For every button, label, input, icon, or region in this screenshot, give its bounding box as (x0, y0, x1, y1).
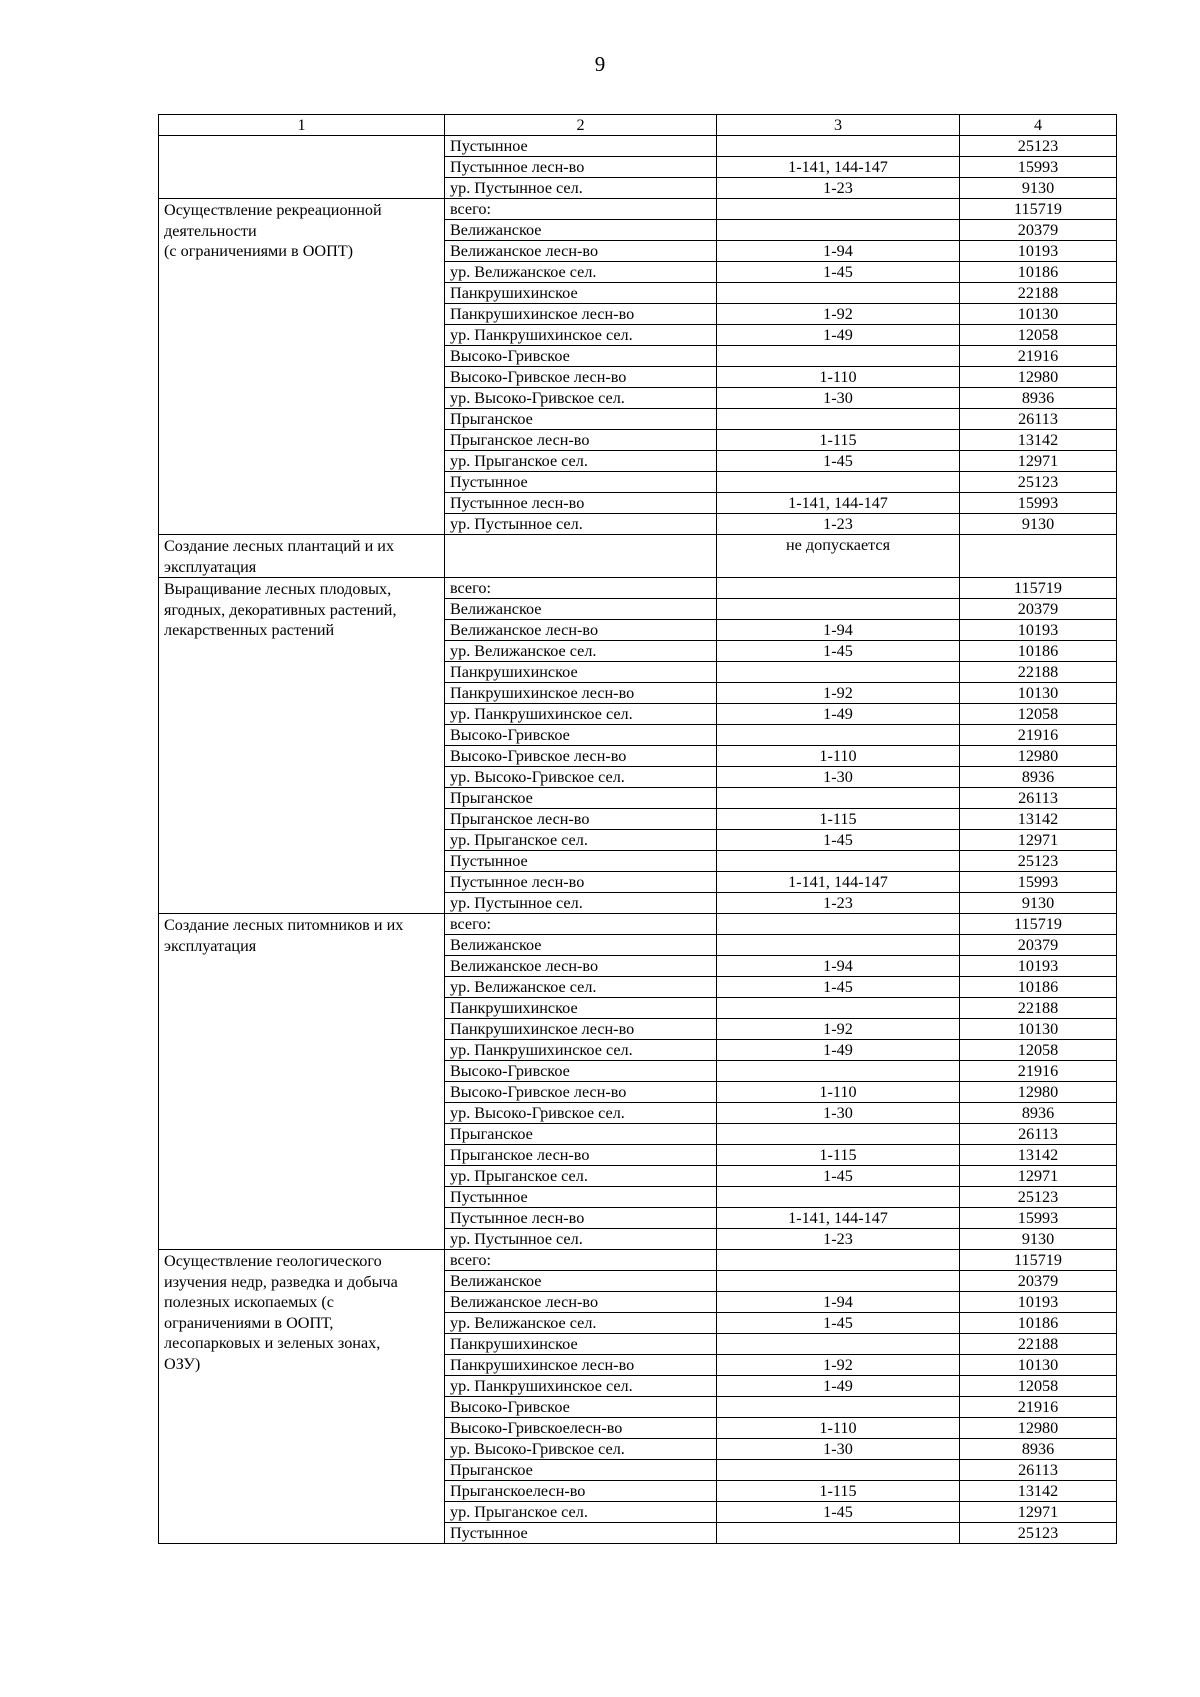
quarter-numbers-cell (717, 283, 960, 304)
quarter-numbers-cell (717, 1334, 960, 1355)
column-number: 2 (445, 115, 717, 136)
activity-type-cell (159, 1250, 445, 1544)
area-cell: 8936 (960, 1103, 1117, 1124)
area-cell: 13142 (960, 1481, 1117, 1502)
forestry-name-cell: Пустынное (445, 136, 717, 157)
quarter-numbers-cell (717, 599, 960, 620)
activity-type-cell (159, 136, 445, 199)
forestry-name-cell: Велижанское лесн-во (445, 1292, 717, 1313)
quarter-numbers-cell: 1-45 (717, 1166, 960, 1187)
forestry-name-cell: ур. Велижанское сел. (445, 641, 717, 662)
quarter-numbers-cell: 1-23 (717, 178, 960, 199)
area-cell: 9130 (960, 1229, 1117, 1250)
quarter-numbers-cell (717, 1460, 960, 1481)
activity-type-cell (159, 578, 445, 914)
quarter-numbers-cell: 1-141, 144-147 (717, 1208, 960, 1229)
area-cell: 12971 (960, 1502, 1117, 1523)
quarter-numbers-cell: 1-94 (717, 956, 960, 977)
column-number: 1 (159, 115, 445, 136)
activity-text-line: Осуществление геологического (164, 1252, 382, 1270)
forestry-name-cell: ур. Пустынное сел. (445, 893, 717, 914)
area-cell: 8936 (960, 1439, 1117, 1460)
quarter-numbers-cell: 1-45 (717, 1313, 960, 1334)
area-cell: 26113 (960, 1124, 1117, 1145)
forestry-name-cell: Прыганское (445, 409, 717, 430)
forestry-name-cell: Высоко-Гривское лесн-во (445, 746, 717, 767)
quarter-numbers-cell (717, 914, 960, 935)
forestry-name-cell: ур. Велижанское сел. (445, 977, 717, 998)
area-cell: 26113 (960, 788, 1117, 809)
quarter-numbers-cell: 1-110 (717, 1418, 960, 1439)
quarter-numbers-cell: 1-49 (717, 1376, 960, 1397)
forestry-name-cell: Панкрушихинское лесн-во (445, 1355, 717, 1376)
quarter-numbers-cell: 1-30 (717, 1103, 960, 1124)
forestry-name-cell: Высоко-Гривское (445, 1397, 717, 1418)
activity-text-line: деятельности (164, 221, 257, 240)
area-cell: 15993 (960, 872, 1117, 893)
area-cell: 115719 (960, 199, 1117, 220)
quarter-numbers-cell: 1-94 (717, 1292, 960, 1313)
activity-text-line: Создание лесных питомников и их (164, 916, 404, 934)
area-cell (960, 535, 1117, 578)
quarter-numbers-cell (717, 662, 960, 683)
activity-type-cell (159, 914, 445, 1250)
area-cell: 12980 (960, 1418, 1117, 1439)
forestry-name-cell: ур. Высоко-Гривское сел. (445, 388, 717, 409)
forestry-name-cell: всего: (445, 1250, 717, 1271)
forestry-name-cell: Пустынное лесн-во (445, 493, 717, 514)
forestry-name-cell: Пустынное лесн-во (445, 1208, 717, 1229)
forestry-name-cell: Высоко-Гривское (445, 725, 717, 746)
area-cell: 26113 (960, 1460, 1117, 1481)
area-cell: 10186 (960, 1313, 1117, 1334)
quarter-numbers-cell (717, 1523, 960, 1544)
quarter-numbers-cell: 1-94 (717, 620, 960, 641)
table-row (159, 578, 1117, 599)
area-cell: 115719 (960, 914, 1117, 935)
quarter-numbers-cell: 1-30 (717, 388, 960, 409)
forestry-name-cell: ур. Велижанское сел. (445, 1313, 717, 1334)
quarter-numbers-cell: 1-45 (717, 977, 960, 998)
area-cell: 10193 (960, 1292, 1117, 1313)
area-cell: 12971 (960, 830, 1117, 851)
not-allowed-note: не допускается (717, 535, 960, 578)
forestry-name-cell: Прыганское лесн-во (445, 809, 717, 830)
quarter-numbers-cell: 1-141, 144-147 (717, 157, 960, 178)
table-body (159, 136, 1117, 1544)
area-cell: 22188 (960, 998, 1117, 1019)
quarter-numbers-cell (717, 788, 960, 809)
forestry-name-cell: всего: (445, 199, 717, 220)
forestry-name-cell: Пустынное (445, 1187, 717, 1208)
area-cell: 12058 (960, 325, 1117, 346)
activity-text-line: ОЗУ) (164, 1354, 201, 1373)
forestry-name-cell: ур. Панкрушихинское сел. (445, 704, 717, 725)
quarter-numbers-cell (717, 578, 960, 599)
area-cell: 10186 (960, 262, 1117, 283)
forestry-name-cell: Велижанское лесн-во (445, 241, 717, 262)
forestry-name-cell: Прыганское (445, 1124, 717, 1145)
area-cell: 12971 (960, 451, 1117, 472)
quarter-numbers-cell: 1-115 (717, 1481, 960, 1502)
area-cell: 13142 (960, 430, 1117, 451)
forestry-name-cell: Панкрушихинское (445, 662, 717, 683)
quarter-numbers-cell: 1-110 (717, 746, 960, 767)
activity-text-line: ограничениями в ООПТ, (164, 1313, 334, 1332)
quarter-numbers-cell (717, 1271, 960, 1292)
activity-text-line: изучения недр, разведка и добыча (164, 1272, 398, 1291)
column-number: 4 (960, 115, 1117, 136)
forestry-name-cell: ур. Пустынное сел. (445, 514, 717, 535)
forestry-name-cell: Прыганскоелесн-во (445, 1481, 717, 1502)
table-row (159, 914, 1117, 935)
area-cell: 20379 (960, 935, 1117, 956)
activity-text-line: Осуществление рекреационной (164, 201, 382, 219)
forestry-name-cell: ур. Высоко-Гривское сел. (445, 1103, 717, 1124)
area-cell: 25123 (960, 136, 1117, 157)
quarter-numbers-cell (717, 935, 960, 956)
quarter-numbers-cell: 1-49 (717, 325, 960, 346)
forestry-name-cell: Велижанское лесн-во (445, 620, 717, 641)
quarter-numbers-cell: 1-115 (717, 809, 960, 830)
area-cell: 22188 (960, 283, 1117, 304)
area-cell: 8936 (960, 767, 1117, 788)
activity-text-line: эксплуатация (164, 557, 257, 576)
forestry-name-cell: Высоко-Гривское лесн-во (445, 1082, 717, 1103)
area-cell: 9130 (960, 893, 1117, 914)
quarter-numbers-cell: 1-94 (717, 241, 960, 262)
area-cell: 13142 (960, 809, 1117, 830)
quarter-numbers-cell (717, 136, 960, 157)
quarter-numbers-cell (717, 1187, 960, 1208)
quarter-numbers-cell (717, 409, 960, 430)
forestry-name-cell: Пустынное (445, 851, 717, 872)
forestry-name-cell: Пустынное лесн-во (445, 872, 717, 893)
quarter-numbers-cell (717, 1061, 960, 1082)
quarter-numbers-cell: 1-49 (717, 1040, 960, 1061)
area-cell: 20379 (960, 599, 1117, 620)
forestry-name-cell: ур. Пустынное сел. (445, 178, 717, 199)
area-cell: 15993 (960, 1208, 1117, 1229)
quarter-numbers-cell (717, 220, 960, 241)
area-cell: 26113 (960, 409, 1117, 430)
forestry-name-cell: ур. Пустынное сел. (445, 1229, 717, 1250)
forestry-name-cell: Велижанское лесн-во (445, 956, 717, 977)
area-cell: 115719 (960, 1250, 1117, 1271)
table-row (159, 535, 1117, 578)
forestry-name-cell: Панкрушихинское лесн-во (445, 1019, 717, 1040)
forestry-name-cell: ур. Прыганское сел. (445, 1166, 717, 1187)
area-cell: 12058 (960, 1376, 1117, 1397)
forestry-name-cell: ур. Высоко-Гривское сел. (445, 1439, 717, 1460)
forestry-name-cell: Прыганское (445, 788, 717, 809)
quarter-numbers-cell: 1-45 (717, 262, 960, 283)
quarter-numbers-cell: 1-92 (717, 683, 960, 704)
activity-text-line: лекарственных растений (164, 621, 335, 639)
activity-text-line: эксплуатация (164, 936, 257, 955)
area-cell: 115719 (960, 578, 1117, 599)
forestry-name-cell: Панкрушихинское (445, 1334, 717, 1355)
table-row (159, 199, 1117, 220)
activity-text-line: Создание лесных плантаций и их (164, 537, 395, 555)
activity-type-cell (159, 199, 445, 535)
quarter-numbers-cell (717, 1397, 960, 1418)
area-cell: 25123 (960, 1523, 1117, 1544)
area-cell: 8936 (960, 388, 1117, 409)
quarter-numbers-cell: 1-141, 144-147 (717, 493, 960, 514)
forestry-name-cell: Пустынное (445, 1523, 717, 1544)
quarter-numbers-cell: 1-23 (717, 1229, 960, 1250)
quarter-numbers-cell: 1-30 (717, 1439, 960, 1460)
area-cell: 10186 (960, 977, 1117, 998)
forestry-name-cell: Высоко-Гривскоелесн-во (445, 1418, 717, 1439)
quarter-numbers-cell (717, 346, 960, 367)
quarter-numbers-cell: 1-45 (717, 451, 960, 472)
quarter-numbers-cell: 1-115 (717, 1145, 960, 1166)
quarter-numbers-cell: 1-23 (717, 514, 960, 535)
area-cell: 9130 (960, 178, 1117, 199)
area-cell: 20379 (960, 1271, 1117, 1292)
area-cell: 21916 (960, 1397, 1117, 1418)
area-cell: 10130 (960, 1355, 1117, 1376)
forestry-name-cell: всего: (445, 914, 717, 935)
activity-text-line: Выращивание лесных плодовых, (164, 580, 392, 598)
forestry-name-cell: Велижанское (445, 1271, 717, 1292)
column-number: 3 (717, 115, 960, 136)
quarter-numbers-cell: 1-45 (717, 641, 960, 662)
quarter-numbers-cell (717, 725, 960, 746)
forestry-name-cell: Велижанское (445, 599, 717, 620)
area-cell: 13142 (960, 1145, 1117, 1166)
forestry-name-cell: Прыганское (445, 1460, 717, 1481)
forestry-name-cell: Велижанское (445, 935, 717, 956)
area-cell: 22188 (960, 662, 1117, 683)
quarter-numbers-cell (717, 472, 960, 493)
forestry-name-cell: Панкрушихинское лесн-во (445, 683, 717, 704)
area-cell: 10193 (960, 956, 1117, 977)
forestry-name-cell: ур. Велижанское сел. (445, 262, 717, 283)
quarter-numbers-cell (717, 199, 960, 220)
quarter-numbers-cell (717, 851, 960, 872)
activity-text-line: лесопарковых и зеленых зонах, (164, 1334, 381, 1352)
area-cell: 12980 (960, 367, 1117, 388)
quarter-numbers-cell: 1-49 (717, 704, 960, 725)
forestry-name-cell: Высоко-Гривское лесн-во (445, 367, 717, 388)
forestry-name-cell: Пустынное (445, 472, 717, 493)
forestry-name-cell: Пустынное лесн-во (445, 157, 717, 178)
forestry-name-cell: ур. Прыганское сел. (445, 451, 717, 472)
area-cell: 25123 (960, 851, 1117, 872)
area-cell: 21916 (960, 346, 1117, 367)
area-cell: 15993 (960, 493, 1117, 514)
quarter-numbers-cell: 1-92 (717, 304, 960, 325)
forestry-name-cell: Высоко-Гривское (445, 1061, 717, 1082)
activity-text-line: полезных ископаемых (с (164, 1293, 334, 1311)
forestry-name-cell: Высоко-Гривское (445, 346, 717, 367)
forestry-name-cell: ур. Высоко-Гривское сел. (445, 767, 717, 788)
activity-type-cell (159, 535, 445, 578)
forestry-name-cell (445, 535, 717, 578)
quarter-numbers-cell (717, 998, 960, 1019)
forestry-name-cell: всего: (445, 578, 717, 599)
forestry-name-cell: Панкрушихинское (445, 998, 717, 1019)
area-cell: 10186 (960, 641, 1117, 662)
area-cell: 25123 (960, 472, 1117, 493)
area-cell: 10130 (960, 683, 1117, 704)
forestry-name-cell: Прыганское лесн-во (445, 430, 717, 451)
area-cell: 25123 (960, 1187, 1117, 1208)
quarter-numbers-cell: 1-30 (717, 767, 960, 788)
quarter-numbers-cell: 1-92 (717, 1355, 960, 1376)
forestry-name-cell: Велижанское (445, 220, 717, 241)
area-cell: 20379 (960, 220, 1117, 241)
forestry-name-cell: Панкрушихинское лесн-во (445, 304, 717, 325)
forestry-name-cell: ур. Панкрушихинское сел. (445, 1040, 717, 1061)
forestry-name-cell: ур. Прыганское сел. (445, 830, 717, 851)
area-cell: 10193 (960, 620, 1117, 641)
area-cell: 22188 (960, 1334, 1117, 1355)
quarter-numbers-cell: 1-110 (717, 1082, 960, 1103)
forestry-name-cell: Панкрушихинское (445, 283, 717, 304)
quarter-numbers-cell: 1-23 (717, 893, 960, 914)
quarter-numbers-cell: 1-141, 144-147 (717, 872, 960, 893)
area-cell: 21916 (960, 1061, 1117, 1082)
forestry-name-cell: ур. Панкрушихинское сел. (445, 1376, 717, 1397)
activity-text-line: (с ограничениями в ООПТ) (164, 242, 354, 260)
area-cell: 12980 (960, 746, 1117, 767)
area-cell: 15993 (960, 157, 1117, 178)
forestry-name-cell: Прыганское лесн-во (445, 1145, 717, 1166)
area-cell: 10193 (960, 241, 1117, 262)
table-row (159, 1250, 1117, 1271)
quarter-numbers-cell (717, 1124, 960, 1145)
area-cell: 12058 (960, 1040, 1117, 1061)
quarter-numbers-cell: 1-115 (717, 430, 960, 451)
page-number: 9 (594, 52, 606, 76)
column-number-row (159, 115, 1117, 136)
quarter-numbers-cell: 1-92 (717, 1019, 960, 1040)
area-cell: 10130 (960, 1019, 1117, 1040)
quarter-numbers-cell: 1-45 (717, 830, 960, 851)
forestry-name-cell: ур. Прыганское сел. (445, 1502, 717, 1523)
area-cell: 12971 (960, 1166, 1117, 1187)
quarter-numbers-cell: 1-110 (717, 367, 960, 388)
table-row (159, 136, 1117, 157)
area-cell: 9130 (960, 514, 1117, 535)
quarter-numbers-cell: 1-45 (717, 1502, 960, 1523)
area-cell: 12980 (960, 1082, 1117, 1103)
area-cell: 12058 (960, 704, 1117, 725)
forest-use-table (158, 114, 1117, 1544)
quarter-numbers-cell (717, 1250, 960, 1271)
activity-text-line: ягодных, декоративных растений, (164, 600, 397, 619)
area-cell: 10130 (960, 304, 1117, 325)
area-cell: 21916 (960, 725, 1117, 746)
forestry-name-cell: ур. Панкрушихинское сел. (445, 325, 717, 346)
